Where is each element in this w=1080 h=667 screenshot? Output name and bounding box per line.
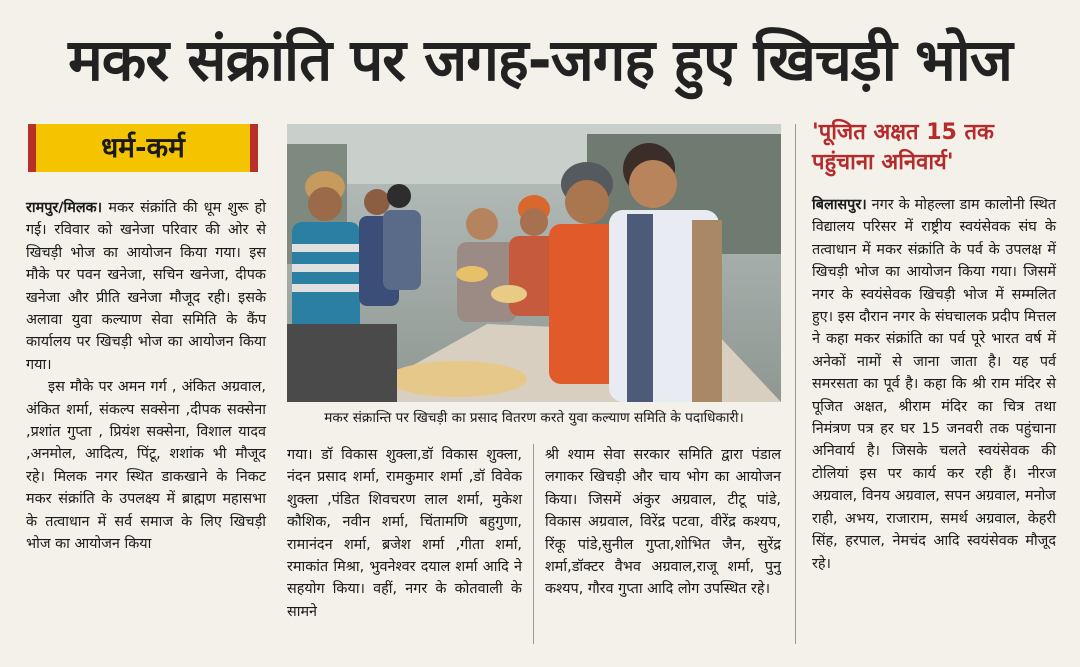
left-para-1-text: मकर संक्रांति की धूम शुरू हो गई। रविवार को खनेजा परिवार की ओर से खिचड़ी भोज का आयोजन किया गया। इस मौके पर पवन खनेजा, सचिन खनेजा, दीपक खनेजा और प्रीति खनेजा मौजूद रही। इसके अलावा युवा कल्याण सेवा समिति के कैंप कार्यालय पर खिचड़ी भोज का आयोजन किया गया। <box>26 200 266 373</box>
photo-caption: मकर संक्रान्ति पर खिचड़ी का प्रसाद वितरण करते युवा कल्याण समिति के पदाधिकारी। <box>324 410 744 426</box>
section-tag <box>28 124 258 172</box>
column-divider <box>533 444 534 644</box>
middle-column-1 <box>287 444 522 623</box>
middle-col1-text: गया। डॉ विकास शुक्ला,डॉ विकास शुक्ला, नंदन प्रसाद शर्मा, रामकुमार शर्मा ,डॉ विवेक शुक्ला ,पंडित शिवचरण लाल शर्मा, मुकेश कौशिक, नवीन शर्मा, चिंतामणि बहुगुणा, रामानंदन शर्मा, ब्रजेश शर्मा ,गीता शर्मा, रमाकांत मिश्रा, भुवनेश्वर दयाल शर्मा आदि ने सहयोग किया। वहीं, नगर के कोतवाली के सामने <box>287 447 522 620</box>
left-para-1 <box>26 197 266 376</box>
left-article <box>26 197 266 556</box>
left-para-2-text: इस मौके पर अमन गर्ग , अंकित अग्रवाल, अंकित शर्मा, संकल्प सक्सेना ,दीपक सक्सेना ,प्रशांत गुप्ता , प्रियंश सक्सेना, विशाल यादव ,अनमोल, आदित्य, पिंटू, शशांक भी मौजूद रहे। मिलक नगर स्थित डाकखाने के निकट मकर संक्रांति के उपलक्ष्य में ब्राह्मण महासभा के तत्वाधान में सर्व समाज के लिए खिचड़ी भोज का आयोजन किया <box>26 379 266 553</box>
left-para-2 <box>26 376 266 555</box>
right-body-text: नगर के मोहल्ला डाम कालोनी स्थित विद्यालय परिसर में राष्ट्रीय स्वयंसेवक संघ के तत्वाधान में मकर संक्रांति के पर्व के उपलक्ष में खिचड़ी भोज का आयोजन किया गया। जिसमें नगर के स्वयंसेवक खिचड़ी भोज में सम्मलित हुए। इस दौरान नगर के संघचालक प्रदीप मित्तल ने कहा मकर संक्रांति का पर्व पूरे भारत वर्ष में अनेकों नामों से जाना जाता है। यह पर्व समरसता का पूर्व है। कहा कि श्री राम मंदिर से पूजित अक्षत, श्रीराम मंदिर का चित्र तथा निमंत्रण पत्र हर घर 15 जनवरी तक पहुंचाना अनिवार्य है। जिसके चलते स्वयंसेवक की टोलियां इस पर कार्य कर रही हैं। नीरज अग्रवाल, विनय अग्रवाल, सपन अग्रवाल, मनोज राही, अभय, राजाराम, समर्थ अग्रवाल, केहरी सिंह, हरपाल, नेमचंद आदि स्वयंसेवक मौजूद रहे। <box>812 197 1056 572</box>
middle-col2-text: श्री श्याम सेवा सरकार समिति द्वारा पंडाल लगाकर खिचड़ी और चाय भोग का आयोजन किया। जिसमें अंकुर अग्रवाल, टीटू पांडे, विकास अग्रवाल, विरेंद्र पटवा, वीरेंद्र कश्यप, रिंकू पांडे,सुनील गुप्ता,शोभित जैन, सुरेंद्र शर्मा,डॉक्टर वैभव अग्रवाल,राजू शर्मा, पुनु कश्यप, गौरव गुप्ता आदि लोग उपस्थित रहे। <box>545 447 781 598</box>
section-tag-label: धर्म-कर्म <box>101 131 185 164</box>
right-headline: 'पूजित अक्षत 15 तक पहुंचाना अनिवार्य' <box>812 120 994 175</box>
right-para <box>812 194 1056 575</box>
news-photo <box>287 124 781 402</box>
left-dateline: रामपुर/मिलक। <box>26 200 103 216</box>
main-headline: मकर संक्रांति पर जगह-जगह हुए खिचड़ी भोज <box>68 26 1012 94</box>
middle-column-2 <box>545 444 781 601</box>
right-article <box>812 194 1056 575</box>
right-dateline: बिलासपुर। <box>812 197 867 213</box>
column-divider <box>795 124 796 644</box>
